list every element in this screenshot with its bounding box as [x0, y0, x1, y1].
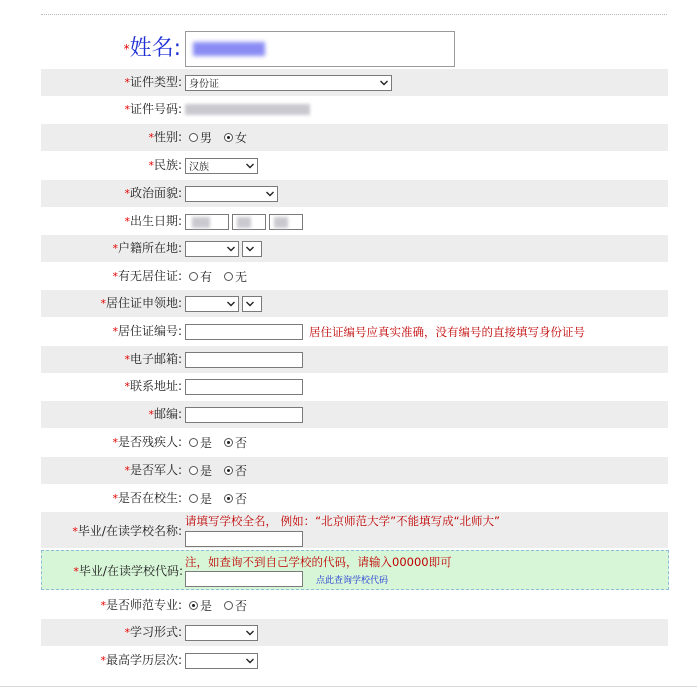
- hukou-location-label: [41, 235, 182, 262]
- study-mode-label: [41, 619, 182, 646]
- hukou-location-label-text: 户籍所在地:: [117, 241, 182, 255]
- birth-day-input[interactable]: [269, 214, 303, 230]
- study-mode-label-text: 学习形式:: [129, 625, 182, 639]
- normal-major-no-label: 否: [235, 599, 248, 613]
- military-yes-radio[interactable]: [189, 466, 198, 475]
- birth-month-redacted: [237, 217, 251, 228]
- residence-permit-number-note: 居住证编号应真实准确，没有编号的直接填写身份证号: [309, 324, 585, 339]
- address-label: [41, 373, 182, 400]
- required-star: *: [112, 270, 118, 283]
- id-number-redacted-value: [185, 104, 310, 115]
- row-is-military: [41, 457, 668, 484]
- required-star: *: [124, 464, 130, 477]
- name-label: [41, 31, 181, 67]
- permit-city-select[interactable]: [242, 296, 262, 312]
- school-name-label: [41, 512, 182, 551]
- required-star: *: [124, 76, 130, 89]
- required-star: *: [100, 599, 106, 612]
- birth-date-label-text: 出生日期:: [129, 214, 182, 228]
- disabled-yes-radio[interactable]: [189, 438, 198, 447]
- ethnicity-select[interactable]: [185, 158, 258, 174]
- row-address: [41, 373, 668, 400]
- gender-female-label: 女: [235, 131, 248, 145]
- required-star: *: [124, 353, 130, 366]
- row-has-residence-permit: [41, 263, 668, 290]
- disabled-no-radio[interactable]: [224, 438, 233, 447]
- chevron-down-icon: [245, 299, 255, 309]
- political-status-label-text: 政治面貌:: [129, 186, 182, 200]
- chevron-down-icon: [245, 628, 255, 638]
- row-residence-permit-location: [41, 290, 668, 317]
- required-star: *: [148, 408, 154, 421]
- birth-year-redacted: [192, 217, 210, 228]
- disabled-no-label: 否: [235, 436, 248, 450]
- permit-province-select[interactable]: [185, 296, 239, 312]
- postcode-label-text: 邮编:: [153, 407, 182, 421]
- ethnicity-select-value: 汉族: [189, 162, 209, 173]
- residence-permit-number-label: [41, 318, 182, 345]
- row-gender: [41, 124, 668, 151]
- email-input[interactable]: [185, 352, 303, 368]
- row-highest-education: [41, 647, 668, 674]
- student-yes-label: 是: [200, 492, 213, 506]
- row-school-code: [41, 550, 669, 590]
- row-postcode: [41, 401, 668, 428]
- id-number-label-text: 证件号码:: [129, 102, 182, 116]
- ethnicity-label: [41, 152, 182, 179]
- school-code-label-text: 毕业/在读学校代码:: [78, 564, 183, 578]
- id-type-label: [41, 69, 182, 96]
- military-yes-label: 是: [200, 464, 213, 478]
- required-star: *: [124, 380, 130, 393]
- required-star: *: [124, 187, 130, 200]
- residence-permit-yes-label: 有: [200, 270, 213, 284]
- school-code-lookup-link[interactable]: 点此查询学校代码: [316, 575, 389, 586]
- row-email: [41, 346, 668, 373]
- required-star: *: [112, 492, 118, 505]
- postcode-input[interactable]: [185, 407, 303, 423]
- birth-day-redacted: [274, 217, 288, 228]
- birth-date-label: [41, 208, 182, 235]
- id-type-select-value: 身份证: [189, 79, 219, 90]
- ethnicity-label-text: 民族:: [153, 158, 182, 172]
- is-student-label: [41, 485, 182, 512]
- row-id-number: [41, 96, 668, 123]
- residence-permit-no-label: 无: [235, 270, 248, 284]
- required-star: *: [100, 297, 106, 310]
- chevron-down-icon: [245, 161, 255, 171]
- chevron-down-icon: [379, 78, 389, 88]
- has-residence-permit-label: [41, 263, 182, 290]
- required-star: *: [124, 103, 130, 116]
- is-student-label-text: 是否在校生:: [117, 491, 182, 505]
- school-name-label-text: 毕业/在读学校名称:: [77, 524, 182, 538]
- row-residence-permit-number: [41, 318, 668, 345]
- is-disabled-label-text: 是否残疾人:: [117, 435, 182, 449]
- name-row: [41, 31, 668, 67]
- row-political-status: [41, 180, 668, 207]
- school-code-field: [185, 555, 452, 587]
- required-star: *: [124, 626, 130, 639]
- gender-female-radio[interactable]: [224, 133, 233, 142]
- highest-education-select[interactable]: [185, 653, 258, 669]
- row-is-disabled: [41, 429, 668, 456]
- required-star: *: [112, 436, 118, 449]
- residence-permit-location-label: [41, 290, 182, 317]
- postcode-label: [41, 401, 182, 428]
- row-id-type: [41, 69, 668, 96]
- school-name-field: [185, 514, 500, 550]
- is-military-label: [41, 457, 182, 484]
- is-military-label-text: 是否军人:: [129, 463, 182, 477]
- gender-male-label: 男: [200, 131, 213, 145]
- political-status-label: [41, 180, 182, 207]
- required-star: *: [112, 242, 118, 255]
- row-is-normal-major: [41, 592, 668, 619]
- name-redacted-value: [193, 42, 265, 56]
- row-birth-date: [41, 208, 668, 235]
- political-status-select[interactable]: [185, 186, 278, 202]
- row-hukou-location: [41, 235, 668, 262]
- student-yes-radio[interactable]: [189, 494, 198, 503]
- is-normal-major-label: [41, 592, 182, 619]
- school-code-note: 注，如查询不到自己学校的代码，请输入00000即可: [185, 555, 452, 569]
- school-code-label: [42, 551, 183, 592]
- gender-label: [41, 124, 182, 151]
- birth-month-input[interactable]: [232, 214, 266, 230]
- required-star: *: [148, 131, 154, 144]
- residence-permit-location-label-text: 居住证申领地:: [105, 296, 182, 310]
- is-normal-major-label-text: 是否师范专业:: [105, 598, 182, 612]
- bottom-divider: [0, 686, 697, 687]
- school-code-input[interactable]: [185, 571, 303, 587]
- disabled-yes-label: 是: [200, 436, 213, 450]
- hukou-city-select[interactable]: [242, 241, 262, 257]
- required-star: *: [148, 159, 154, 172]
- required-star: *: [72, 525, 78, 538]
- is-disabled-label: [41, 429, 182, 456]
- top-divider: [41, 14, 667, 15]
- school-name-note: 请填写学校全名， 例如：“北京师范大学”不能填写成“北师大”: [185, 514, 500, 528]
- gender-label-text: 性别:: [153, 130, 182, 144]
- address-label-text: 联系地址:: [129, 379, 182, 393]
- highest-education-label: [41, 647, 182, 674]
- row-is-student: [41, 485, 668, 512]
- email-label-text: 电子邮箱:: [129, 352, 182, 366]
- student-no-label: 否: [235, 492, 248, 506]
- birth-year-input[interactable]: [185, 214, 229, 230]
- id-type-select[interactable]: [185, 75, 392, 91]
- required-star: *: [73, 565, 79, 578]
- name-label-text: 姓名:: [129, 36, 181, 61]
- gender-male-radio[interactable]: [189, 133, 198, 142]
- student-no-radio[interactable]: [224, 494, 233, 503]
- row-study-mode: [41, 619, 668, 646]
- military-no-radio[interactable]: [224, 466, 233, 475]
- normal-major-no-radio[interactable]: [224, 601, 233, 610]
- chevron-down-icon: [226, 299, 236, 309]
- chevron-down-icon: [265, 189, 275, 199]
- id-type-label-text: 证件类型:: [129, 75, 182, 89]
- chevron-down-icon: [245, 244, 255, 254]
- name-input[interactable]: [185, 31, 455, 67]
- id-number-value: [185, 96, 314, 123]
- residence-permit-number-label-text: 居住证编号:: [117, 324, 182, 338]
- row-school-name: [41, 512, 668, 548]
- residence-permit-number-input[interactable]: [185, 324, 303, 340]
- required-star: *: [124, 215, 130, 228]
- address-input[interactable]: [185, 379, 303, 395]
- required-star: *: [123, 42, 130, 56]
- email-label: [41, 346, 182, 373]
- row-ethnicity: [41, 152, 668, 179]
- normal-major-yes-label: 是: [200, 599, 213, 613]
- chevron-down-icon: [226, 244, 236, 254]
- residence-permit-yes-radio[interactable]: [189, 272, 198, 281]
- required-star: *: [100, 654, 106, 667]
- required-star: *: [112, 325, 118, 338]
- study-mode-select[interactable]: [185, 625, 258, 641]
- residence-permit-no-radio[interactable]: [224, 272, 233, 281]
- military-no-label: 否: [235, 464, 248, 478]
- normal-major-yes-radio[interactable]: [189, 601, 198, 610]
- hukou-province-select[interactable]: [185, 241, 239, 257]
- has-residence-permit-label-text: 有无居住证:: [117, 269, 182, 283]
- highest-education-label-text: 最高学历层次:: [105, 653, 182, 667]
- id-number-label: [41, 96, 182, 123]
- chevron-down-icon: [245, 656, 255, 666]
- school-name-input[interactable]: [185, 531, 303, 547]
